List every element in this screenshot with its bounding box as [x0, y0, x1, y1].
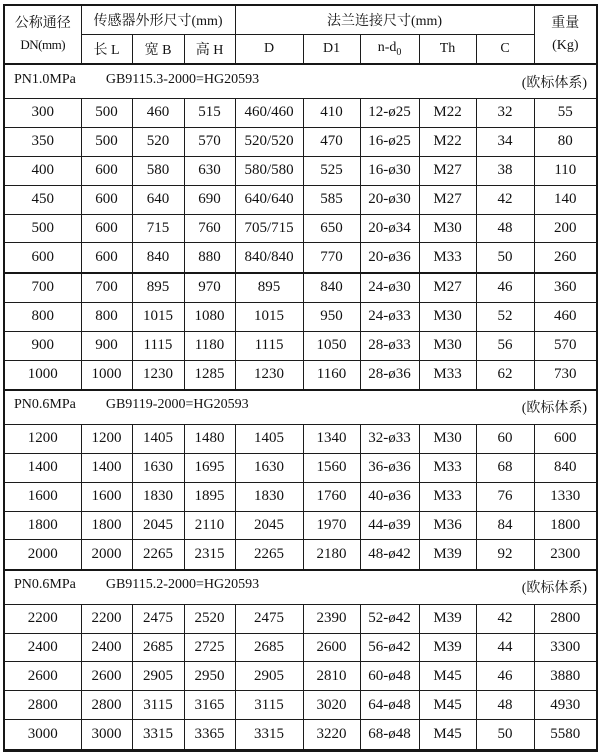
cell: 1015 — [132, 302, 184, 331]
table-row — [4, 691, 597, 720]
section-standard: GB9115.2-2000=HG20593 — [105, 577, 260, 593]
cell: 640/640 — [235, 185, 303, 214]
cell: 2600 — [4, 662, 81, 691]
col-header-dn-sub: DN(mm) — [20, 36, 66, 52]
cell: 50 — [476, 243, 534, 273]
cell: 520 — [132, 127, 184, 156]
cell: 705/715 — [235, 214, 303, 243]
cell: 3220 — [303, 720, 360, 751]
cell: 20-ø36 — [360, 243, 419, 273]
cell: 42 — [476, 604, 534, 633]
cell: 52 — [476, 302, 534, 331]
cell: 2045 — [132, 511, 184, 540]
table-row — [4, 540, 597, 570]
section-header-cell — [4, 390, 597, 425]
cell: 1200 — [4, 424, 81, 453]
col-header-nd0: $n-d_0$ — [360, 35, 419, 65]
cell: 640 — [132, 185, 184, 214]
cell: 48-ø42 — [360, 540, 419, 570]
col-header-height: 高 H — [184, 35, 235, 65]
cell: 20-ø30 — [360, 185, 419, 214]
cell: 1330 — [534, 482, 597, 511]
cell: 895 — [235, 273, 303, 303]
cell: 600 — [534, 424, 597, 453]
table-row — [4, 424, 597, 453]
table-row — [4, 633, 597, 662]
cell: 3165 — [184, 691, 235, 720]
section-pressure: PN1.0MPa — [14, 71, 76, 87]
cell: 1800 — [81, 511, 132, 540]
cell: 2475 — [132, 604, 184, 633]
cell: 880 — [184, 243, 235, 273]
col-header-length: 长 L — [81, 35, 132, 65]
cell: 2265 — [132, 540, 184, 570]
section-row — [4, 570, 597, 605]
section-header-cell — [4, 570, 597, 605]
cell: 2800 — [534, 604, 597, 633]
cell: 2315 — [184, 540, 235, 570]
table-row — [4, 214, 597, 243]
cell: 3000 — [81, 720, 132, 751]
col-header-th: Th — [419, 35, 476, 65]
cell: M39 — [419, 604, 476, 633]
col-header-dn — [4, 5, 81, 64]
cell: 28-ø36 — [360, 360, 419, 390]
cell: 525 — [303, 156, 360, 185]
cell: 1800 — [534, 511, 597, 540]
cell: 770 — [303, 243, 360, 273]
table-row — [4, 360, 597, 390]
cell: 1050 — [303, 331, 360, 360]
group-header-sensor: 传感器外形尺寸(mm) — [81, 5, 235, 35]
table-row — [4, 453, 597, 482]
cell: 800 — [4, 302, 81, 331]
cell: M39 — [419, 540, 476, 570]
cell: 570 — [184, 127, 235, 156]
cell: 500 — [81, 127, 132, 156]
cell: 410 — [303, 99, 360, 128]
cell: 44-ø39 — [360, 511, 419, 540]
cell: 800 — [81, 302, 132, 331]
cell: 3880 — [534, 662, 597, 691]
cell: M22 — [419, 99, 476, 128]
cell: 2000 — [4, 540, 81, 570]
cell: 3300 — [534, 633, 597, 662]
cell: 80 — [534, 127, 597, 156]
cell: 2905 — [132, 662, 184, 691]
cell: 1200 — [81, 424, 132, 453]
cell: 42 — [476, 185, 534, 214]
cell: 900 — [81, 331, 132, 360]
spec-table — [3, 4, 598, 752]
table-row — [4, 127, 597, 156]
cell: 1480 — [184, 424, 235, 453]
cell: 20-ø34 — [360, 214, 419, 243]
cell: 600 — [81, 185, 132, 214]
cell: 580 — [132, 156, 184, 185]
col-header-weight-title: 重量 — [551, 15, 580, 31]
cell: 690 — [184, 185, 235, 214]
cell: 1285 — [184, 360, 235, 390]
cell: 1080 — [184, 302, 235, 331]
cell: 500 — [81, 99, 132, 128]
cell: 2725 — [184, 633, 235, 662]
cell: M45 — [419, 720, 476, 751]
cell: 600 — [4, 243, 81, 273]
cell: 1405 — [132, 424, 184, 453]
col-header-weight-sub: (Kg) — [552, 37, 579, 53]
cell: 630 — [184, 156, 235, 185]
cell: 1180 — [184, 331, 235, 360]
cell: 2265 — [235, 540, 303, 570]
cell: 60 — [476, 424, 534, 453]
section-pressure: PN0.6MPa — [14, 577, 76, 593]
cell: 1695 — [184, 453, 235, 482]
cell: 60-ø48 — [360, 662, 419, 691]
cell: 3315 — [235, 720, 303, 751]
cell: 950 — [303, 302, 360, 331]
cell: 44 — [476, 633, 534, 662]
cell: 1000 — [4, 360, 81, 390]
table-row — [4, 302, 597, 331]
cell: 1230 — [235, 360, 303, 390]
cell: 1830 — [132, 482, 184, 511]
spec-table-body — [4, 64, 597, 751]
cell: 48 — [476, 214, 534, 243]
table-row — [4, 273, 597, 303]
cell: 460 — [132, 99, 184, 128]
cell: 2685 — [235, 633, 303, 662]
cell: 970 — [184, 273, 235, 303]
cell: 3365 — [184, 720, 235, 751]
cell: 3315 — [132, 720, 184, 751]
cell: 840 — [132, 243, 184, 273]
cell: 2810 — [303, 662, 360, 691]
table-row — [4, 156, 597, 185]
cell: 460/460 — [235, 99, 303, 128]
cell: M27 — [419, 156, 476, 185]
section-system: (欧标体系) — [521, 75, 588, 91]
cell: 350 — [4, 127, 81, 156]
cell: 56-ø42 — [360, 633, 419, 662]
cell: 1600 — [4, 482, 81, 511]
cell: 650 — [303, 214, 360, 243]
section-standard: GB9119-2000=HG20593 — [105, 397, 249, 413]
cell: 4930 — [534, 691, 597, 720]
col-header-d: D — [235, 35, 303, 65]
cell: 12-ø25 — [360, 99, 419, 128]
col-header-c: C — [476, 35, 534, 65]
cell: 1970 — [303, 511, 360, 540]
cell: 760 — [184, 214, 235, 243]
cell: M36 — [419, 511, 476, 540]
cell: 1560 — [303, 453, 360, 482]
cell: 2200 — [81, 604, 132, 633]
cell: 24-ø33 — [360, 302, 419, 331]
cell: 48 — [476, 691, 534, 720]
cell: 1630 — [132, 453, 184, 482]
cell: 52-ø42 — [360, 604, 419, 633]
cell: 840/840 — [235, 243, 303, 273]
cell: 600 — [81, 243, 132, 273]
cell: 450 — [4, 185, 81, 214]
cell: 600 — [81, 156, 132, 185]
group-header-flange: 法兰连接尺寸(mm) — [235, 5, 534, 35]
cell: 3115 — [235, 691, 303, 720]
cell: 2110 — [184, 511, 235, 540]
cell: M30 — [419, 424, 476, 453]
cell: 2300 — [534, 540, 597, 570]
cell: 50 — [476, 720, 534, 751]
cell: 1600 — [81, 482, 132, 511]
cell: 68 — [476, 453, 534, 482]
cell: 585 — [303, 185, 360, 214]
cell: 1830 — [235, 482, 303, 511]
cell: 2390 — [303, 604, 360, 633]
cell: 1800 — [4, 511, 81, 540]
cell: 1115 — [235, 331, 303, 360]
cell: 92 — [476, 540, 534, 570]
cell: M27 — [419, 185, 476, 214]
cell: 140 — [534, 185, 597, 214]
cell: 2520 — [184, 604, 235, 633]
cell: 2200 — [4, 604, 81, 633]
cell: 2800 — [81, 691, 132, 720]
cell: 1015 — [235, 302, 303, 331]
cell: 2685 — [132, 633, 184, 662]
cell: 38 — [476, 156, 534, 185]
cell: 715 — [132, 214, 184, 243]
cell: 200 — [534, 214, 597, 243]
cell: 84 — [476, 511, 534, 540]
cell: 110 — [534, 156, 597, 185]
table-row — [4, 99, 597, 128]
table-row — [4, 662, 597, 691]
cell: 16-ø30 — [360, 156, 419, 185]
cell: 40-ø36 — [360, 482, 419, 511]
section-row — [4, 64, 597, 99]
cell: 1630 — [235, 453, 303, 482]
cell: 34 — [476, 127, 534, 156]
cell: 600 — [81, 214, 132, 243]
cell: M33 — [419, 243, 476, 273]
cell: 1760 — [303, 482, 360, 511]
cell: 2400 — [81, 633, 132, 662]
cell: 3020 — [303, 691, 360, 720]
cell: 900 — [4, 331, 81, 360]
cell: 46 — [476, 273, 534, 303]
table-row — [4, 720, 597, 751]
cell: 64-ø48 — [360, 691, 419, 720]
cell: 1000 — [81, 360, 132, 390]
table-row — [4, 482, 597, 511]
cell: 2180 — [303, 540, 360, 570]
col-header-weight — [534, 5, 597, 64]
cell: M27 — [419, 273, 476, 303]
cell: 2045 — [235, 511, 303, 540]
cell: 2905 — [235, 662, 303, 691]
cell: M30 — [419, 302, 476, 331]
cell: 700 — [81, 273, 132, 303]
cell: 76 — [476, 482, 534, 511]
header-row-1 — [4, 5, 597, 35]
cell: 46 — [476, 662, 534, 691]
cell: 16-ø25 — [360, 127, 419, 156]
cell: 700 — [4, 273, 81, 303]
cell: 400 — [4, 156, 81, 185]
table-row — [4, 511, 597, 540]
cell: 56 — [476, 331, 534, 360]
cell: 1340 — [303, 424, 360, 453]
cell: M39 — [419, 633, 476, 662]
section-standard: GB9115.3-2000=HG20593 — [105, 71, 260, 87]
cell: 36-ø36 — [360, 453, 419, 482]
cell: M45 — [419, 662, 476, 691]
cell: 2800 — [4, 691, 81, 720]
cell: 580/580 — [235, 156, 303, 185]
cell: 1405 — [235, 424, 303, 453]
section-row — [4, 390, 597, 425]
cell: 2400 — [4, 633, 81, 662]
cell: 840 — [534, 453, 597, 482]
cell: M30 — [419, 214, 476, 243]
cell: 730 — [534, 360, 597, 390]
cell: M45 — [419, 691, 476, 720]
cell: 360 — [534, 273, 597, 303]
cell: 2950 — [184, 662, 235, 691]
cell: 1400 — [81, 453, 132, 482]
cell: 260 — [534, 243, 597, 273]
cell: 840 — [303, 273, 360, 303]
col-header-d1: D1 — [303, 35, 360, 65]
cell: 1230 — [132, 360, 184, 390]
cell: 2600 — [303, 633, 360, 662]
cell: M30 — [419, 331, 476, 360]
cell: 570 — [534, 331, 597, 360]
header-row-2 — [4, 35, 597, 65]
table-row — [4, 331, 597, 360]
cell: M22 — [419, 127, 476, 156]
cell: M33 — [419, 453, 476, 482]
table-row — [4, 604, 597, 633]
cell: 32 — [476, 99, 534, 128]
cell: 3115 — [132, 691, 184, 720]
section-header-cell — [4, 64, 597, 99]
section-pressure: PN0.6MPa — [14, 397, 76, 413]
cell: 5580 — [534, 720, 597, 751]
cell: 895 — [132, 273, 184, 303]
cell: 3000 — [4, 720, 81, 751]
cell: 460 — [534, 302, 597, 331]
cell: 62 — [476, 360, 534, 390]
cell: 1160 — [303, 360, 360, 390]
col-header-dn-title: 公称通径 — [14, 15, 71, 31]
cell: 2600 — [81, 662, 132, 691]
cell: 24-ø30 — [360, 273, 419, 303]
cell: 300 — [4, 99, 81, 128]
table-row — [4, 243, 597, 273]
cell: 28-ø33 — [360, 331, 419, 360]
cell: 68-ø48 — [360, 720, 419, 751]
cell: 1400 — [4, 453, 81, 482]
cell: 1115 — [132, 331, 184, 360]
cell: 520/520 — [235, 127, 303, 156]
cell: 32-ø33 — [360, 424, 419, 453]
cell: M33 — [419, 360, 476, 390]
cell: 2475 — [235, 604, 303, 633]
cell: 1895 — [184, 482, 235, 511]
cell: 515 — [184, 99, 235, 128]
table-row — [4, 185, 597, 214]
section-system: (欧标体系) — [521, 401, 588, 417]
cell: 55 — [534, 99, 597, 128]
cell: M33 — [419, 482, 476, 511]
cell: 470 — [303, 127, 360, 156]
cell: 500 — [4, 214, 81, 243]
col-header-width: 宽 B — [132, 35, 184, 65]
cell: 2000 — [81, 540, 132, 570]
section-system: (欧标体系) — [521, 581, 588, 597]
